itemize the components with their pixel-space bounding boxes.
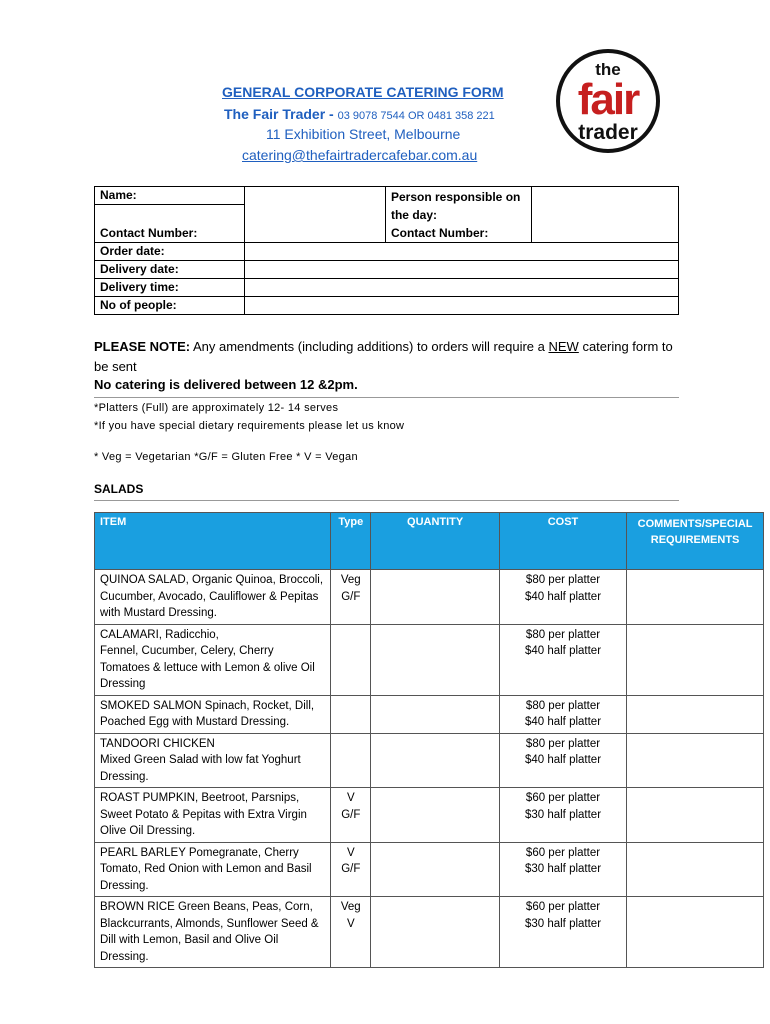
cost-cell: $80 per platter $40 half platter [499, 624, 626, 695]
address: 11 Exhibition Street, Melbourne [266, 126, 461, 142]
name-label: Name: [95, 187, 245, 205]
item-cell: BROWN RICE Green Beans, Peas, Corn, Blackcurrants, Almonds, Sunflower Seed & Dill with Lemon, Basil and Olive Oil Dressing. [95, 897, 331, 968]
type-cell: V G/F [331, 842, 371, 897]
table-row [95, 842, 764, 897]
type-cell: V G/F [331, 788, 371, 843]
type-cell: Veg V [331, 897, 371, 968]
col-item: ITEM [95, 513, 331, 570]
person-responsible-field[interactable] [532, 187, 679, 243]
quantity-field[interactable] [371, 733, 499, 788]
name-field[interactable] [244, 187, 385, 243]
comments-field[interactable] [627, 570, 764, 625]
cost-cell: $80 per platter $40 half platter [499, 695, 626, 733]
form-title: GENERAL CORPORATE CATERING FORM [222, 84, 504, 100]
col-comments: COMMENTS/SPECIAL REQUIREMENTS [627, 513, 764, 570]
logo-fair: fair [577, 75, 639, 124]
quantity-field[interactable] [371, 897, 499, 968]
comments-field[interactable] [627, 624, 764, 695]
contact-number-label: Contact Number: [95, 205, 245, 243]
item-cell: ROAST PUMPKIN, Beetroot, Parsnips, Sweet Potato & Pepitas with Extra Virgin Olive Oil Dressing. [95, 788, 331, 843]
divider [94, 397, 679, 398]
trader-name: The Fair Trader - [224, 106, 338, 122]
delivery-time-label: Delivery time: [95, 279, 245, 297]
fair-trader-logo [556, 45, 660, 157]
diet-legend: * Veg = Vegetarian *G/F = Gluten Free * V = Vegan [94, 451, 358, 463]
quantity-field[interactable] [371, 695, 499, 733]
please-note: PLEASE NOTE: Any amendments (including additions) to orders will require a NEW catering form to be sent [94, 339, 673, 374]
order-date-field[interactable] [244, 243, 679, 261]
cost-cell: $60 per platter $30 half platter [499, 842, 626, 897]
type-cell: Veg G/F [331, 570, 371, 625]
table-row [95, 788, 764, 843]
item-cell: SMOKED SALMON Spinach, Rocket, Dill, Poached Egg with Mustard Dressing. [95, 695, 331, 733]
email-link[interactable]: catering@thefairtradercafebar.com.au [242, 147, 478, 163]
delivery-date-field[interactable] [244, 261, 679, 279]
cost-cell: $60 per platter $30 half platter [499, 788, 626, 843]
order-date-label: Order date: [95, 243, 245, 261]
no-catering-note: No catering is delivered between 12 &2pm. [94, 377, 358, 392]
type-cell [331, 733, 371, 788]
comments-field[interactable] [627, 695, 764, 733]
col-quantity: QUANTITY [371, 513, 499, 570]
item-cell: PEARL BARLEY Pomegranate, Cherry Tomato, Red Onion with Lemon and Basil Dressing. [95, 842, 331, 897]
divider [94, 500, 679, 501]
col-cost: COST [499, 513, 626, 570]
dietary-note: *If you have special dietary requirements please let us know [94, 420, 405, 432]
item-cell: CALAMARI, Radicchio, Fennel, Cucumber, Celery, Cherry Tomatoes & lettuce with Lemon & olive Oil Dressing [95, 624, 331, 695]
table-row [95, 624, 764, 695]
item-cell: TANDOORI CHICKEN Mixed Green Salad with low fat Yoghurt Dressing. [95, 733, 331, 788]
comments-field[interactable] [627, 842, 764, 897]
details-table [94, 186, 679, 315]
type-cell [331, 624, 371, 695]
logo-trader: trader [578, 121, 638, 144]
quantity-field[interactable] [371, 570, 499, 625]
table-row [95, 570, 764, 625]
salads-heading: SALADS [94, 482, 144, 496]
quantity-field[interactable] [371, 624, 499, 695]
cost-cell: $60 per platter $30 half platter [499, 897, 626, 968]
no-of-people-field[interactable] [244, 297, 679, 315]
col-type: Type [331, 513, 371, 570]
comments-field[interactable] [627, 733, 764, 788]
comments-field[interactable] [627, 897, 764, 968]
table-row [95, 897, 764, 968]
table-row [95, 733, 764, 788]
quantity-field[interactable] [371, 842, 499, 897]
trader-line [224, 106, 495, 122]
table-row [95, 695, 764, 733]
salads-table [94, 512, 764, 968]
cost-cell: $80 per platter $40 half platter [499, 733, 626, 788]
quantity-field[interactable] [371, 788, 499, 843]
item-cell: QUINOA SALAD, Organic Quinoa, Broccoli, Cucumber, Avocado, Cauliflower & Pepitas with Mustard Dressing. [95, 570, 331, 625]
no-of-people-label: No of people: [95, 297, 245, 315]
type-cell [331, 695, 371, 733]
cost-cell: $80 per platter $40 half platter [499, 570, 626, 625]
delivery-time-field[interactable] [244, 279, 679, 297]
delivery-date-label: Delivery date: [95, 261, 245, 279]
logo-the: the [595, 60, 621, 79]
platters-note: *Platters (Full) are approximately 12- 14 serves [94, 402, 339, 414]
person-responsible-label: Person responsible on the day: Contact Number: [385, 187, 532, 243]
phone-numbers: 03 9078 7544 OR 0481 358 221 [337, 110, 495, 122]
comments-field[interactable] [627, 788, 764, 843]
